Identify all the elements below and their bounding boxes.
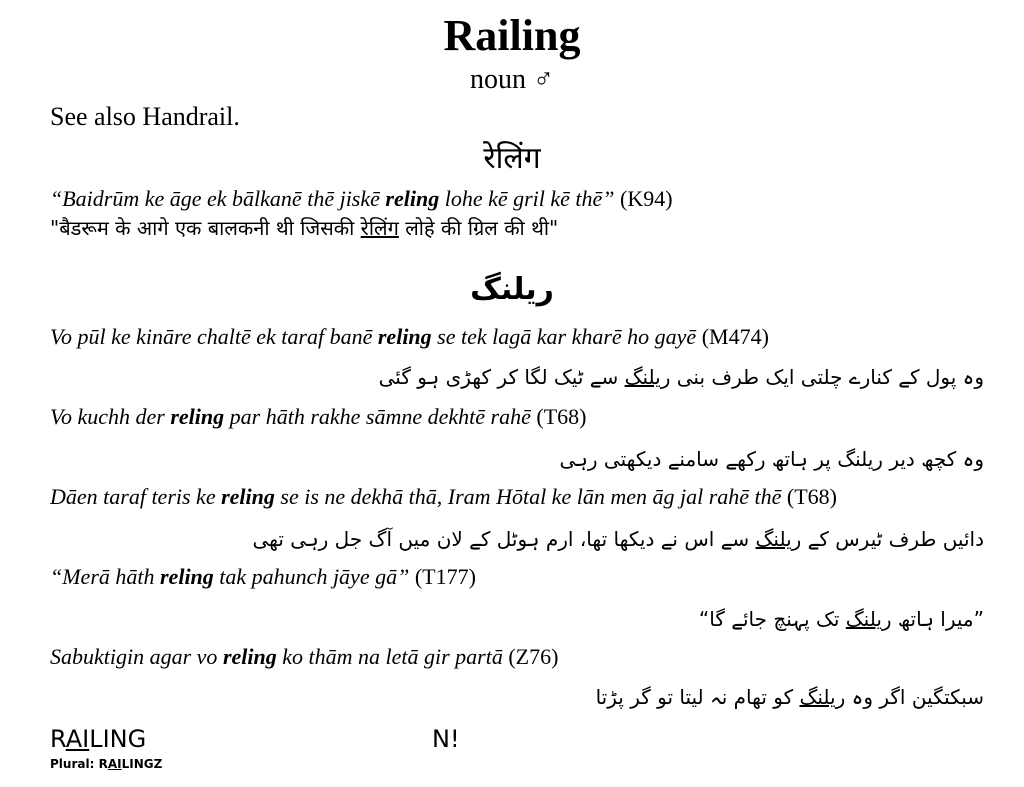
source-ref: (T177) xyxy=(409,564,476,589)
roman-text: Vo pūl ke kināre chaltē ek taraf banē xyxy=(50,324,378,349)
roman-keyword: reling xyxy=(377,324,432,349)
roman-text: “Baidrūm ke āge ek bālkanē thē jiskē xyxy=(50,186,386,211)
pron-part: R xyxy=(50,725,66,753)
urdu-example-roman xyxy=(50,562,476,592)
urdu-example-script xyxy=(596,682,984,712)
urdu-text: کو تھام نہ لیتا تو گر پڑتا xyxy=(595,685,800,709)
roman-keyword: reling xyxy=(221,484,275,509)
part-of-speech: noun ♂ xyxy=(470,64,554,95)
urdu-keyword: ریلنگ xyxy=(755,527,802,551)
urdu-example-script xyxy=(252,524,984,554)
urdu-text: وہ کچھ دیر xyxy=(882,447,984,471)
gender-marker: N! xyxy=(432,725,460,753)
urdu-text: تک پہنچ جائے گا“ xyxy=(698,607,846,631)
urdu-text: ”میرا ہاتھ xyxy=(891,607,984,631)
deva-keyword: रेलिंग xyxy=(360,216,399,240)
urdu-keyword: ریلنگ xyxy=(837,447,883,471)
roman-text: Vo kuchh der xyxy=(50,404,171,429)
urdu-keyword: ریلنگ xyxy=(624,365,671,389)
urdu-example-script xyxy=(379,362,984,392)
roman-text: se is ne dekhā thā, Iram Hōtal ke lān men āg jal rahē thē xyxy=(274,484,782,509)
deva-text: लोहे की ग्रिल की थी" xyxy=(398,216,559,240)
roman-text: lohe kē gril kē thē” xyxy=(439,186,615,211)
source-ref: (T68) xyxy=(781,484,837,509)
pron-stress: AI xyxy=(107,757,122,771)
hindi-example-devanagari xyxy=(50,214,558,242)
urdu-example-script xyxy=(699,604,984,634)
roman-text: se tek lagā kar kharē ho gayē xyxy=(431,324,697,349)
urdu-text: وہ پول کے کنارے چلتی ایک طرف بنی xyxy=(670,365,984,389)
urdu-keyword: ریلنگ xyxy=(799,685,846,709)
pron-part: R xyxy=(98,757,108,771)
urdu-example-roman xyxy=(50,322,769,352)
source-ref: (K94) xyxy=(614,186,673,211)
urdu-text: دائیں طرف ٹیرس کے xyxy=(801,527,984,551)
roman-keyword: reling xyxy=(160,564,214,589)
roman-text: ko thām na letā gir partā xyxy=(276,644,503,669)
plural-label: Plural: xyxy=(50,757,99,771)
urdu-text: سے ٹیک لگا کر کھڑی ہو گئی xyxy=(378,365,625,389)
roman-text: “Merā hāth xyxy=(50,564,160,589)
urdu-text: سے اس نے دیکھا تھا، ارم ہوٹل کے لان میں آگ جل رہی تھی xyxy=(252,527,756,551)
urdu-example-roman xyxy=(50,482,837,512)
headword: Railing xyxy=(443,11,581,60)
pron-part: LING xyxy=(89,725,147,753)
source-ref: (Z76) xyxy=(502,644,559,669)
roman-keyword: reling xyxy=(170,404,225,429)
urdu-text: پر ہاتھ رکھے سامنے دیکھتی رہی xyxy=(559,447,838,471)
urdu-keyword: ریلنگ xyxy=(845,607,892,631)
pron-stress: AI xyxy=(65,725,90,753)
urdu-example-roman xyxy=(50,642,558,672)
deva-text: "बैडरूम के आगे एक बालकनी थी जिसकी xyxy=(50,216,361,240)
source-ref: (T68) xyxy=(530,404,587,429)
roman-keyword: reling xyxy=(222,644,277,669)
hindi-heading: रेलिंग xyxy=(483,141,541,176)
roman-text: Sabuktigin agar vo xyxy=(50,644,223,669)
urdu-example-script xyxy=(560,444,985,474)
roman-keyword: reling xyxy=(385,186,440,211)
roman-text: Dāen taraf teris ke xyxy=(50,484,222,509)
pron-part: LINGZ xyxy=(121,757,163,771)
urdu-example-roman xyxy=(50,402,586,432)
urdu-text: سبکتگین اگر وہ xyxy=(845,685,984,709)
urdu-heading: ریلنگ xyxy=(470,272,554,307)
roman-text: par hāth rakhe sāmne dekhtē rahē xyxy=(224,404,531,429)
hindi-example-roman xyxy=(50,184,673,214)
see-also: See also Handrail. xyxy=(50,102,240,131)
source-ref: (M474) xyxy=(696,324,769,349)
roman-text: tak pahunch jāye gā” xyxy=(213,564,410,589)
pronunciation xyxy=(50,724,146,754)
plural-form xyxy=(50,756,162,772)
